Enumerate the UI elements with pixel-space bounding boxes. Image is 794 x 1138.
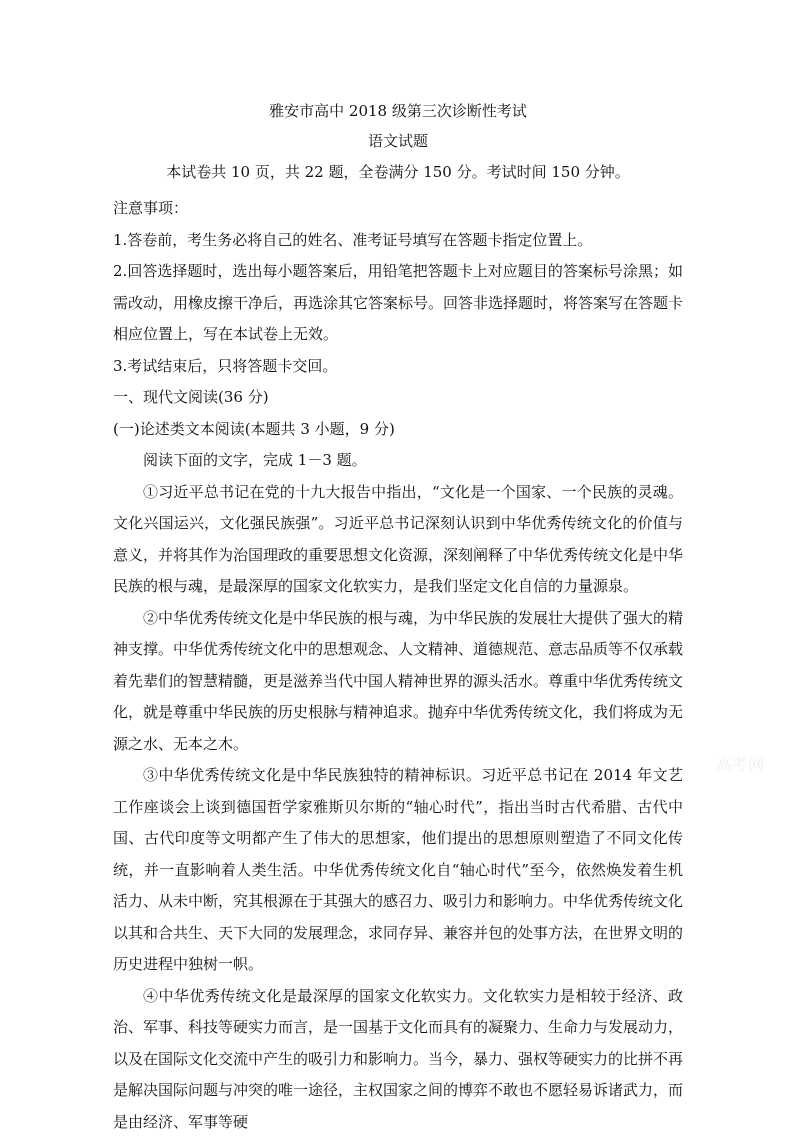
paragraph-1: ①习近平总书记在党的十九大报告中指出，“文化是一个国家、一个民族的灵魂。文化兴国运兴，文化强民族强”。习近平总书记深刻认识到中华优秀传统文化的价值与意义，并将其作为治国理政的重要思想文化资源，深刻阐释了中华优秀传统文化是中华民族的根与魂，是最深厚的国家文化软实力，是我们坚定文化自信的力量源泉。 (113, 477, 683, 603)
subject-title: 语文试题 (113, 130, 683, 152)
reading-instruction: 阅读下面的文字，完成 1－3 题。 (113, 445, 683, 477)
document-body (113, 100, 683, 1138)
section-heading: 一、现代文阅读(36 分) (113, 382, 683, 414)
paragraph-2: ②中华优秀传统文化是中华民族的根与魂，为中华民族的发展壮大提供了强大的精神支撑。中华优秀传统文化中的思想观念、人文精神、道德规范、意志品质等不仅承载着先辈们的智慧精髓，更是滋养当代中国人精神世界的源头活水。尊重中华优秀传统文化，就是尊重中华民族的历史根脉与精神追求。抛弃中华优秀传统文化，我们将成为无源之水、无本之木。 (113, 603, 683, 761)
exam-info: 本试卷共 10 页，共 22 题，全卷满分 150 分。考试时间 150 分钟。 (113, 161, 683, 183)
notice-item-2: 2.回答选择题时，选出每小题答案后，用铅笔把答题卡上对应题目的答案标号涂黑；如需改动，用橡皮擦干净后，再选涂其它答案标号。回答非选择题时，将答案写在答题卡相应位置上，写在本试卷上无效。 (113, 256, 683, 351)
watermark: 高考网 (716, 752, 764, 775)
notice-heading: 注意事项： (113, 193, 683, 225)
exam-title: 雅安市高中 2018 级第三次诊断性考试 (113, 100, 683, 122)
paragraph-3: ③中华优秀传统文化是中华民族独特的精神标识。习近平总书记在 2014 年文艺工作座谈会上谈到德国哲学家雅斯贝尔斯的“轴心时代”，指出当时古代希腊、古代中国、古代印度等文明都产生了伟大的思想家，他们提出的思想原则塑造了不同文化传统，并一直影响着人类生活。中华优秀传统文化自“轴心时代”至今，依然焕发着生机活力、从未中断，究其根源在于其强大的感召力、吸引力和影响力。中华优秀传统文化以其和合共生、天下大同的发展理念，求同存异、兼容并包的处事方法，在世界文明的历史进程中独树一帜。 (113, 760, 683, 981)
paragraph-4: ④中华优秀传统文化是最深厚的国家文化软实力。文化软实力是相较于经济、政治、军事、科技等硬实力而言，是一国基于文化而具有的凝聚力、生命力与发展动力，以及在国际文化交流中产生的吸引力和影响力。当今，暴力、强权等硬实力的比拼不再是解决国际问题与冲突的唯一途径，主权国家之间的博弈不敢也不愿轻易诉诸武力，而是由经济、军事等硬 (113, 981, 683, 1138)
notice-item-3: 3.考试结束后，只将答题卡交回。 (113, 351, 683, 383)
subsection-heading: (一)论述类文本阅读(本题共 3 小题，9 分) (113, 414, 683, 446)
notice-item-1: 1.答卷前，考生务必将自己的姓名、准考证号填写在答题卡指定位置上。 (113, 225, 683, 257)
